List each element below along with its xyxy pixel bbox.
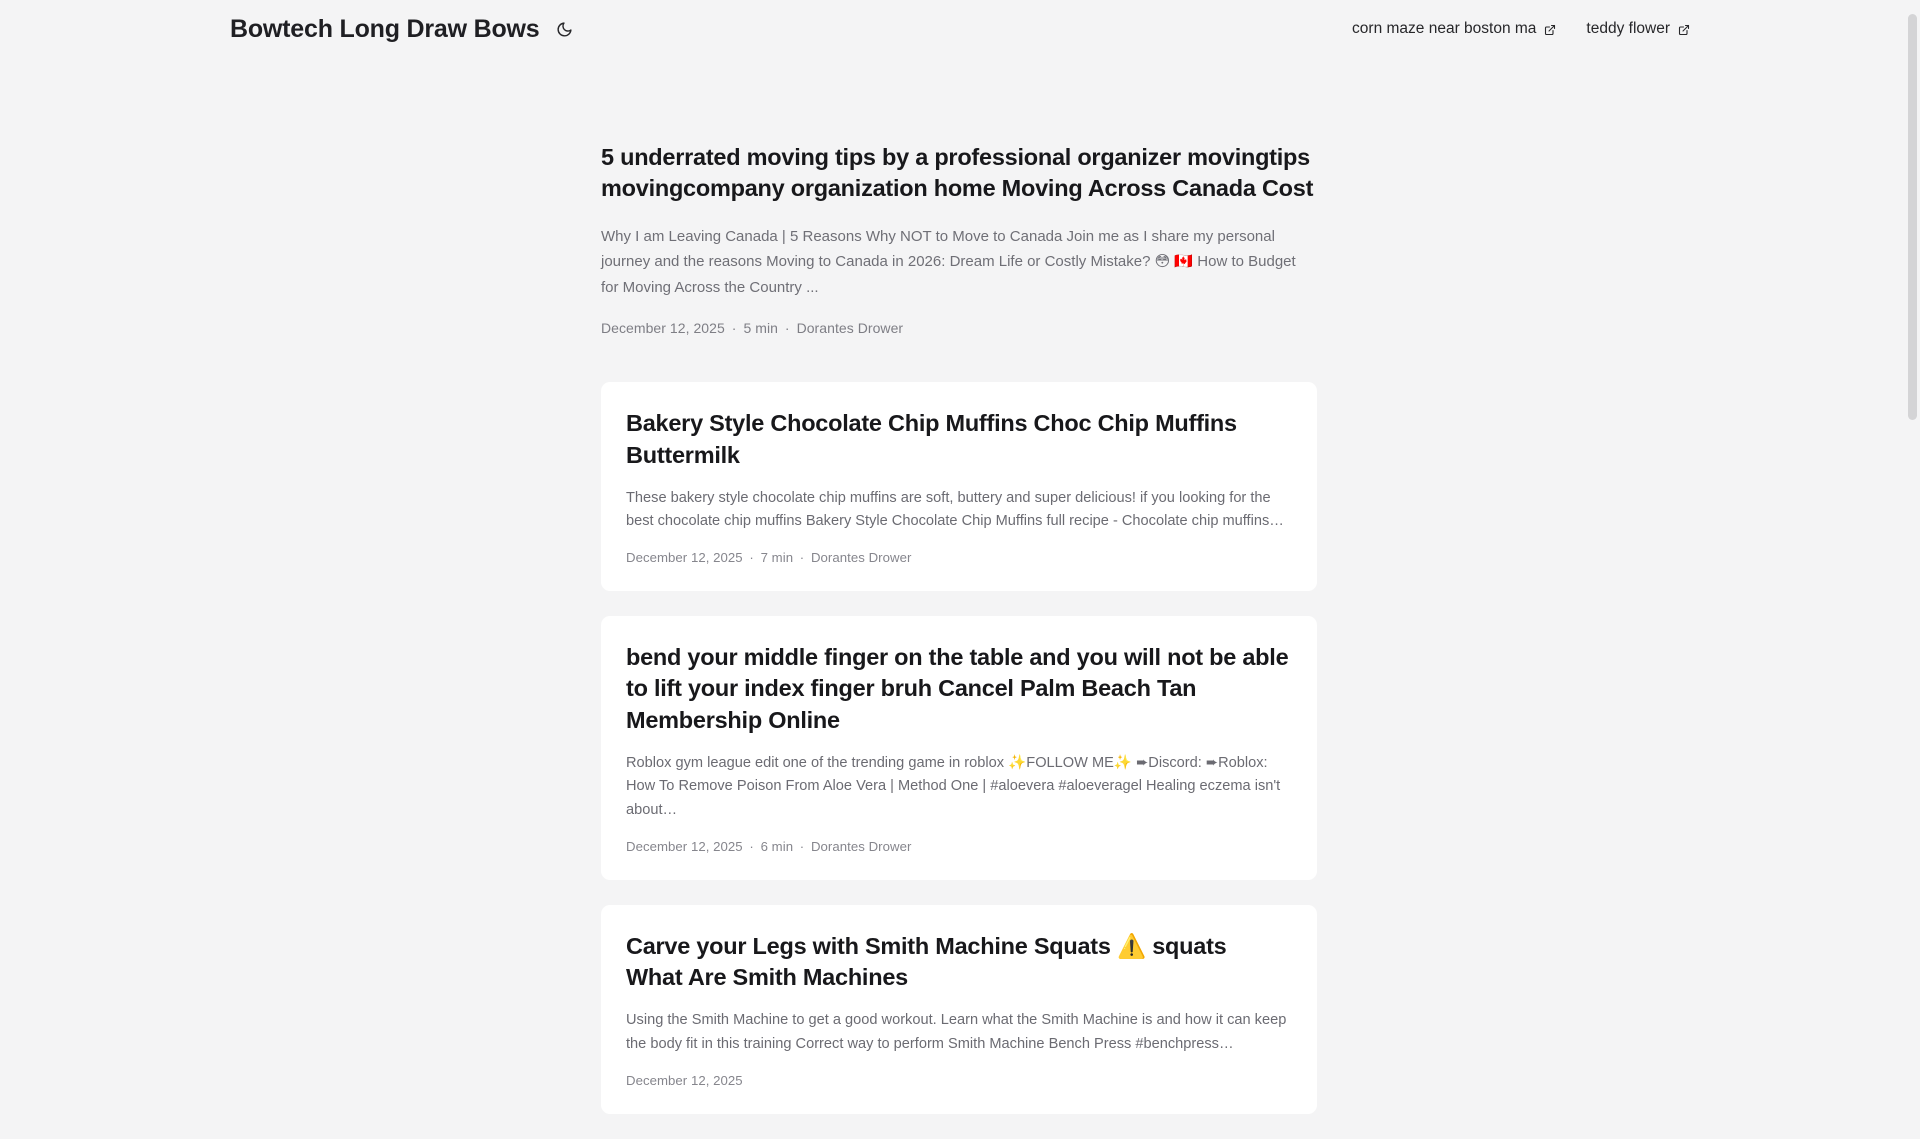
nav-link-label: corn maze near boston ma — [1352, 20, 1537, 37]
meta-separator: · — [799, 550, 805, 566]
post-summary: These bakery style chocolate chip muffins are soft, buttery and super delicious! if you looking for the best chocolate chip muffins Bakery Style Chocolate Chip Muffins full recipe - Chocolate chip muffins… — [626, 489, 1284, 530]
post-read-time: 6 min — [760, 838, 794, 854]
page-scrollbar[interactable] — [1905, 0, 1920, 1080]
post-date: December 12, 2025 — [626, 838, 743, 854]
page-body — [0, 58, 1920, 1139]
nav-link-corn-maze-near-boston-ma[interactable] — [1352, 20, 1556, 38]
post-summary: Using the Smith Machine to get a good workout. Learn what the Smith Machine is and how it can keep the body fit in this training Correct way to perform Smith Machine Bench Press #benchpress… — [626, 1012, 1287, 1052]
post-summary: Why I am Leaving Canada | 5 Reasons Why NOT to Move to Canada Join me as I share my personal journey and the reasons Moving to Canada in 2026: Dream Life or Costly Mistake? 😳 🇨🇦 How to Budget for Moving Across the Country ... — [601, 227, 1296, 297]
moon-icon[interactable] — [554, 18, 576, 40]
post-item[interactable] — [601, 142, 1317, 336]
scrollbar-thumb[interactable] — [1908, 14, 1917, 420]
post-item[interactable] — [601, 616, 1317, 880]
post-summary: Roblox gym league edit one of the trending game in roblox ✨FOLLOW ME✨ ➨Discord: ➨Roblox: How To Remove Poison From Aloe Vera | Method One | #aloevera #aloeveragel Healing eczema isn't about… — [626, 754, 1281, 819]
post-date: December 12, 2025 — [601, 320, 725, 337]
post-item[interactable] — [601, 382, 1317, 591]
post-meta — [626, 1073, 1289, 1088]
post-title[interactable]: Bakery Style Chocolate Chip Muffins Choc Chip Muffins Buttermilk — [626, 410, 1237, 468]
post-date: December 12, 2025 — [626, 550, 743, 566]
external-link-icon — [1677, 24, 1690, 37]
header-nav — [1352, 20, 1690, 38]
post-meta — [601, 320, 1317, 336]
meta-separator: · — [731, 320, 737, 337]
brand-group — [230, 14, 576, 43]
post-read-time: 5 min — [743, 320, 778, 337]
meta-separator: · — [799, 838, 805, 854]
post-title[interactable]: bend your middle finger on the table and you will not be able to lift your index finger bruh Cancel Palm Beach Tan Membership Online — [626, 644, 1289, 733]
site-title[interactable]: Bowtech Long Draw Bows — [230, 14, 540, 43]
post-meta — [626, 550, 1289, 565]
post-author: Dorantes Drower — [810, 550, 912, 566]
post-date: December 12, 2025 — [626, 1072, 743, 1088]
external-link-icon — [1543, 24, 1556, 37]
meta-separator: · — [784, 320, 790, 337]
nav-link-teddy-flower[interactable] — [1586, 20, 1690, 38]
post-read-time: 7 min — [760, 550, 794, 566]
post-list — [601, 58, 1317, 1139]
post-title[interactable]: 5 underrated moving tips by a professional organizer movingtips movingcompany organization home Moving Across Canada Cost — [601, 144, 1314, 202]
meta-separator: · — [749, 550, 754, 566]
post-author: Dorantes Drower — [796, 320, 904, 337]
nav-link-label: teddy flower — [1586, 20, 1670, 37]
header-inner — [230, 14, 1690, 43]
site-header — [0, 0, 1920, 58]
post-title[interactable]: Carve your Legs with Smith Machine Squats ⚠️ squats What Are Smith Machines — [626, 932, 1227, 991]
post-item[interactable] — [601, 905, 1317, 1114]
post-author: Dorantes Drower — [810, 838, 912, 854]
meta-separator: · — [749, 838, 754, 854]
post-meta — [626, 839, 1289, 854]
